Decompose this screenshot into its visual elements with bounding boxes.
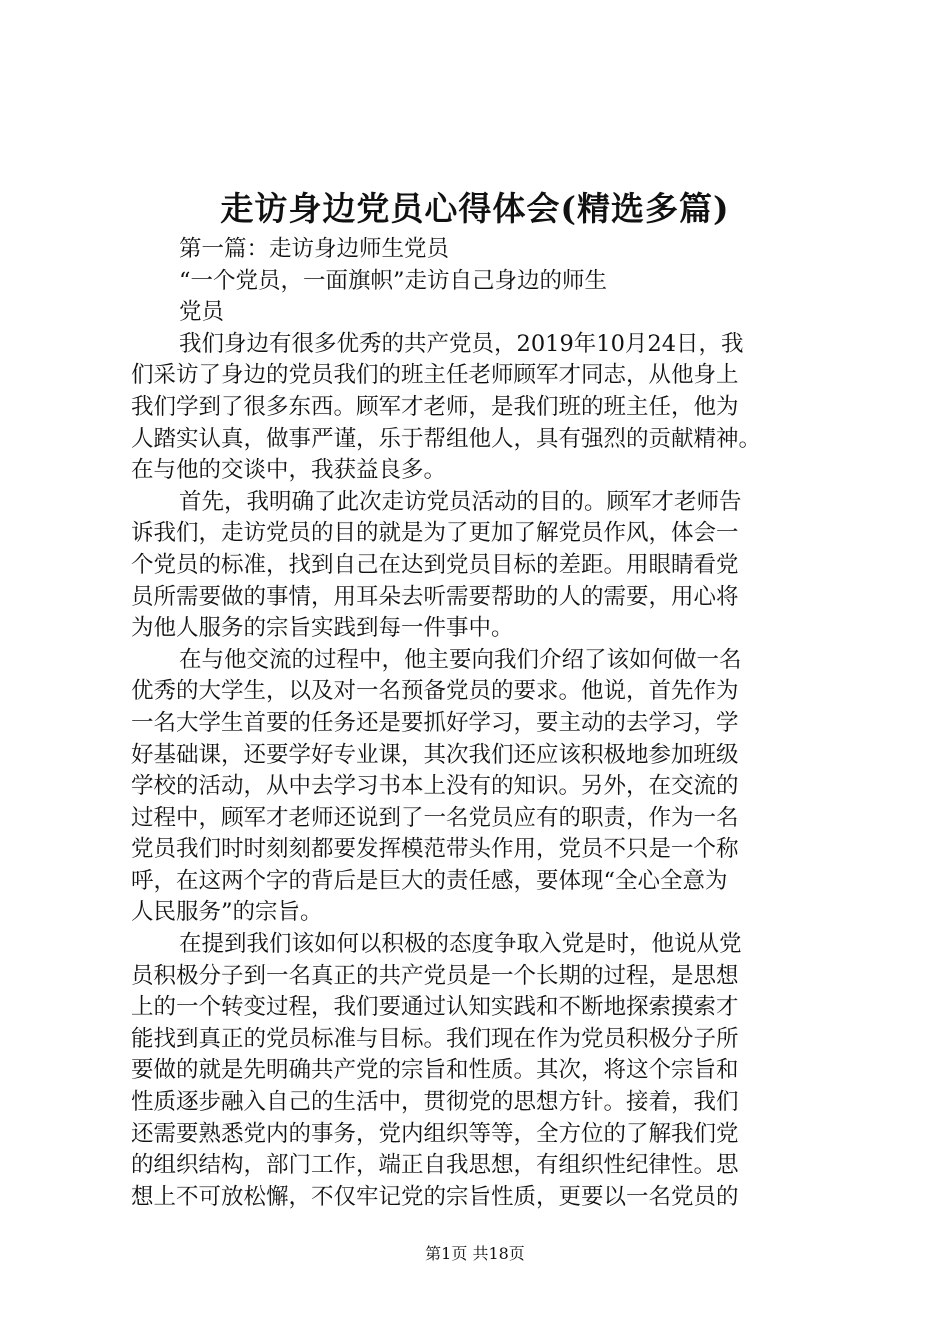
text-line: 一名大学生首要的任务还是要抓好学习，要主动的去学习，学: [131, 709, 739, 736]
text-line: 呼，在这两个字的背后是巨大的责任感，要体现“全心全意为: [131, 867, 728, 894]
subtitle-line: 党员: [179, 299, 225, 326]
text-line: 想上不可放松懈，不仅牢记党的宗旨性质，更要以一名党员的: [131, 1183, 739, 1210]
text-line: 党员我们时时刻刻都要发挥模范带头作用，党员不只是一个称: [131, 836, 739, 863]
subtitle-line: “一个党员，一面旗帜”走访自己身边的师生: [179, 267, 608, 294]
paragraph: [131, 487, 831, 645]
text-line: 性质逐步融入自己的生活中，贯彻党的思想方针。接着，我们: [131, 1089, 739, 1116]
text-line: 为他人服务的宗旨实践到每一件事中。: [131, 615, 514, 642]
text-line: 们采访了身边的党员我们的班主任老师顾军才同志，从他身上: [131, 362, 739, 389]
text-line: 我们学到了很多东西。顾军才老师，是我们班的班主任，他为: [131, 393, 739, 420]
text-line: 我们身边有很多优秀的共产党员，2019年10月24日，我: [179, 330, 744, 357]
text-line: 人踏实认真，做事严谨，乐于帮组他人，具有强烈的贡献精神。: [131, 425, 762, 452]
text-line: 在与他的交谈中，我获益良多。: [131, 457, 447, 484]
text-line: 员所需要做的事情，用耳朵去听需要帮助的人的需要，用心将: [131, 583, 739, 610]
paragraph: [131, 645, 831, 929]
text-line: 优秀的大学生，以及对一名预备党员的要求。他说，首先作为: [131, 678, 739, 705]
text-line: 能找到真正的党员标准与目标。我们现在作为党员积极分子所: [131, 1025, 739, 1052]
text-line: 上的一个转变过程，我们要通过认知实践和不断地探索摸索才: [131, 994, 739, 1021]
text-line: 员积极分子到一名真正的共产党员是一个长期的过程，是思想: [131, 962, 739, 989]
text-line: 学校的活动，从中去学习书本上没有的知识。另外，在交流的: [131, 773, 739, 800]
text-line: 在提到我们该如何以积极的态度争取入党是时，他说从党: [179, 931, 742, 958]
paragraph: [131, 329, 831, 487]
text-line: 过程中，顾军才老师还说到了一名党员应有的职责，作为一名: [131, 804, 739, 831]
document-body: [131, 234, 831, 1213]
text-line: 还需要熟悉党内的事务，党内组织等等，全方位的了解我们党: [131, 1120, 739, 1147]
page-number-footer: 第1页 共18页: [425, 1244, 525, 1263]
document-title: 走访身边党员心得体会(精选多篇): [220, 189, 730, 228]
text-line: 的组织结构，部门工作，端正自我思想，有组织性纪律性。思: [131, 1152, 739, 1179]
text-line: 首先，我明确了此次走访党员活动的目的。顾军才老师告: [179, 488, 742, 515]
section-heading: 第一篇：走访身边师生党员: [179, 236, 450, 262]
text-line: 在与他交流的过程中，他主要向我们介绍了该如何做一名: [179, 646, 742, 673]
text-line: 个党员的标准，找到自己在达到党员目标的差距。用眼睛看党: [131, 551, 739, 578]
paragraph: [131, 929, 831, 1213]
text-line: 人民服务”的宗旨。: [131, 899, 323, 926]
text-line: 诉我们，走访党员的目的就是为了更加了解党员作风，体会一: [131, 520, 739, 547]
text-line: 好基础课，还要学好专业课，其次我们还应该积极地参加班级: [131, 741, 739, 768]
text-line: 要做的就是先明确共产党的宗旨和性质。其次，将这个宗旨和: [131, 1057, 739, 1084]
